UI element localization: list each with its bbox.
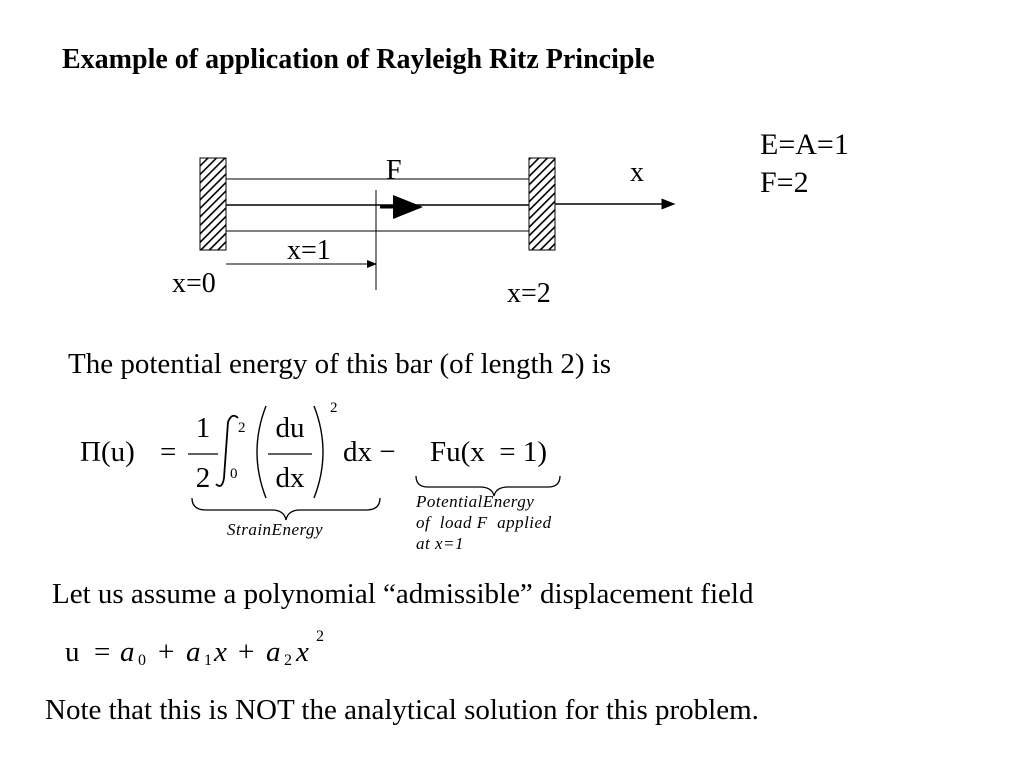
eq2-p2: 2 bbox=[316, 628, 324, 645]
load-note-line1: PotentialEnergy bbox=[416, 492, 535, 511]
eq2-x2: x bbox=[296, 636, 309, 668]
right-paren bbox=[314, 406, 323, 498]
axis-label-x: x bbox=[630, 157, 644, 188]
label-x2: x=2 bbox=[507, 278, 551, 309]
eq1-equals: = bbox=[160, 436, 177, 468]
strain-energy-label: StrainEnergy bbox=[227, 520, 324, 539]
eq2-eq: = bbox=[94, 636, 111, 668]
property-f: F=2 bbox=[760, 166, 809, 199]
left-paren bbox=[257, 406, 266, 498]
eq2-a0: a bbox=[120, 636, 135, 668]
eq2-plus2: + bbox=[238, 636, 255, 668]
force-label: F bbox=[386, 155, 402, 186]
eq1-lhs: Π(u) bbox=[80, 436, 135, 468]
property-ea: E=A=1 bbox=[760, 128, 849, 161]
note-text: Note that this is NOT the analytical solution for this problem. bbox=[45, 694, 759, 726]
eq2-s0: 0 bbox=[138, 652, 146, 669]
eq2-plus1: + bbox=[158, 636, 175, 668]
left-wall-support bbox=[200, 158, 226, 250]
label-x0: x=0 bbox=[172, 268, 216, 299]
load-note-line2: of load F applied bbox=[416, 513, 552, 532]
eq2-s2: 2 bbox=[284, 652, 292, 669]
eq1-deriv-den: dx bbox=[275, 462, 305, 494]
eq1-int-lower: 0 bbox=[230, 466, 238, 482]
eq2-lhs: u bbox=[65, 636, 80, 668]
eq1-power: 2 bbox=[330, 400, 338, 416]
eq1-load-term: Fu(x = 1) bbox=[430, 436, 548, 468]
eq1-dx-minus: dx − bbox=[343, 436, 396, 468]
admissible-field-text: Let us assume a polynomial “admissible” displacement field bbox=[52, 578, 754, 610]
eq1-int-upper: 2 bbox=[238, 420, 246, 436]
eq1-frac-den: 2 bbox=[195, 462, 211, 494]
load-note-line3: at x=1 bbox=[416, 534, 464, 553]
eq2-x1: x bbox=[214, 636, 227, 668]
eq2-a2: a bbox=[266, 636, 281, 668]
bar bbox=[226, 179, 529, 231]
eq1-frac-num: 1 bbox=[195, 412, 211, 444]
eq1-deriv-num: du bbox=[275, 412, 305, 444]
slide-title: Example of application of Rayleigh Ritz Principle bbox=[62, 44, 655, 75]
eq2-s1: 1 bbox=[204, 652, 212, 669]
potential-energy-text: The potential energy of this bar (of length 2) is bbox=[68, 348, 612, 380]
label-x1: x=1 bbox=[287, 235, 331, 266]
right-wall-support bbox=[529, 158, 555, 250]
eq2-a1: a bbox=[186, 636, 201, 668]
strain-energy-brace bbox=[192, 498, 380, 520]
